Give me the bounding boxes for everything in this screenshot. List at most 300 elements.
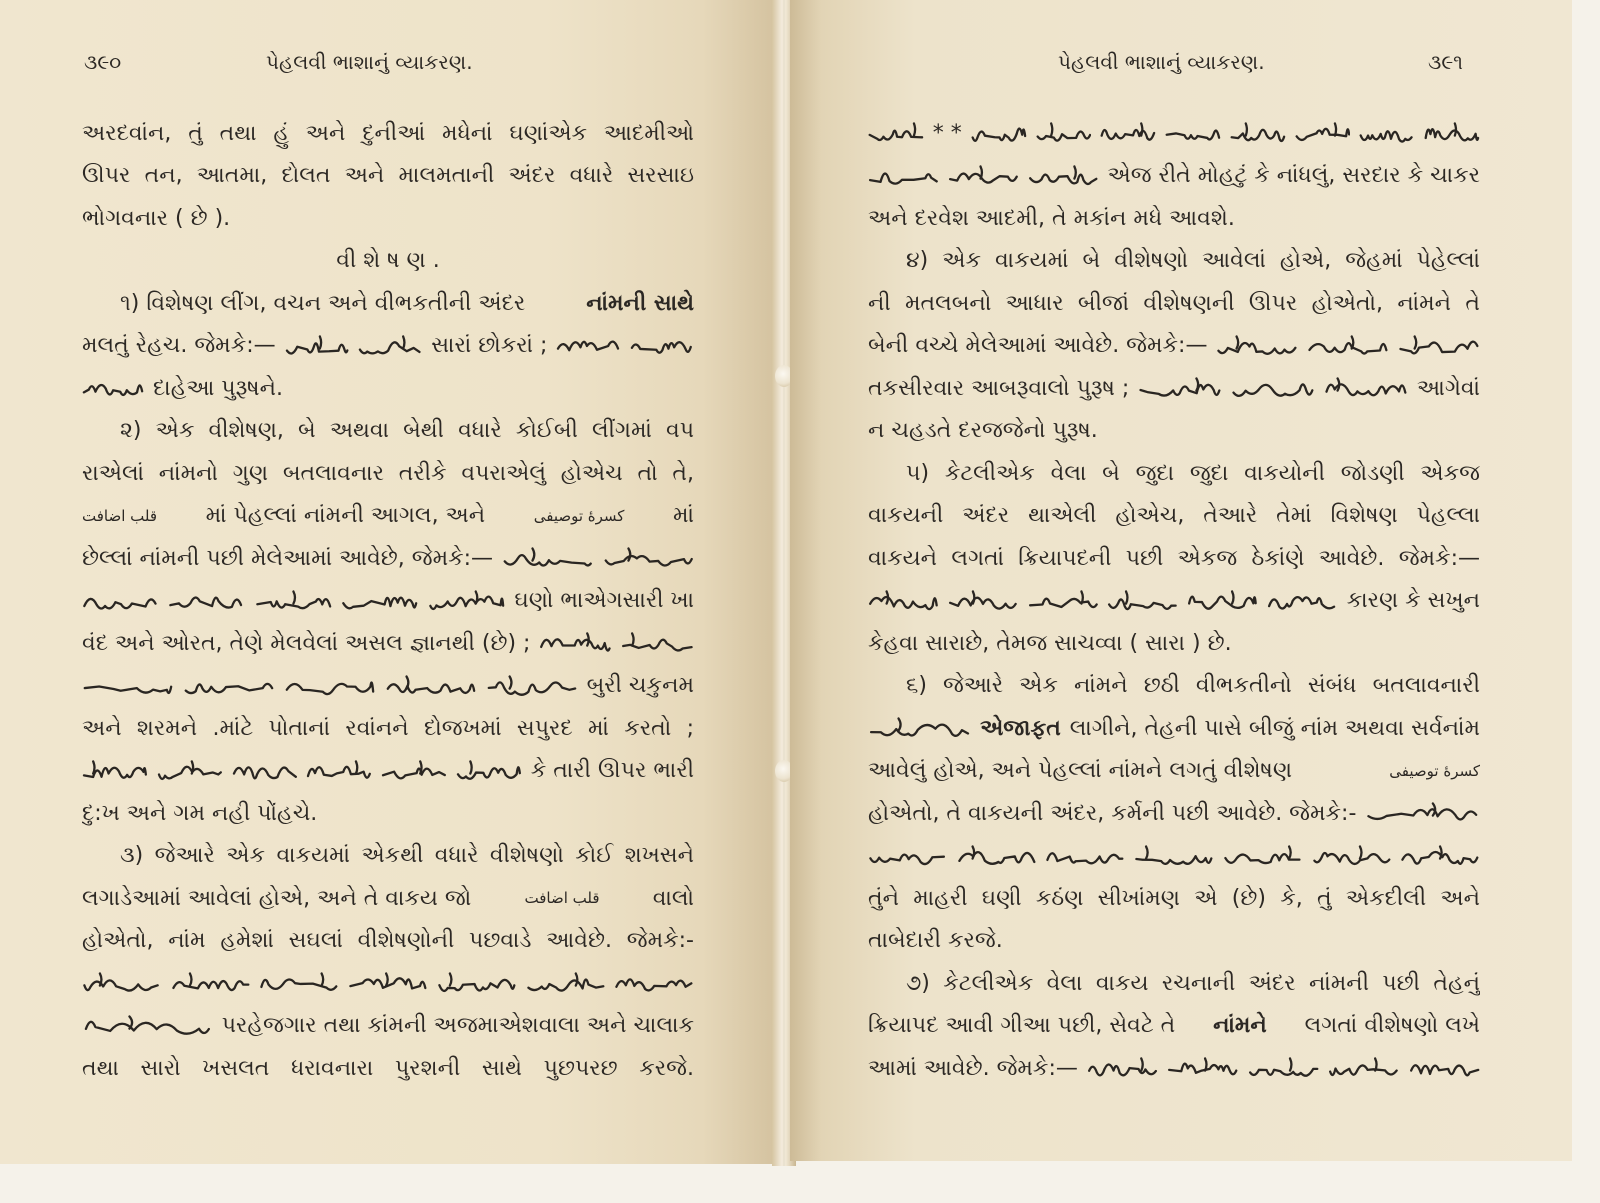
pahlavi-stroke — [533, 549, 535, 561]
text-run: હોએતો, નાંમ હમેશાં સઘલાં વીશેષણોની પછવાડે આવેછે. જેમકે:- — [82, 928, 694, 954]
pahlavi-word — [381, 758, 447, 784]
text-run: અરદવાંન, તું તથા હું અને દુનીઆં મધેનાં ઘણાંએક આદમીઓ — [82, 120, 694, 146]
pahlavi-stroke — [870, 597, 937, 609]
text-line — [868, 1005, 1480, 1048]
pahlavi-stroke — [871, 725, 968, 736]
pahlavi-stroke — [542, 640, 610, 651]
pahlavi-word-glyphs — [1167, 1055, 1238, 1081]
text-line — [868, 877, 1480, 920]
pahlavi-word-glyphs — [948, 163, 1019, 189]
text-line — [868, 155, 1480, 198]
text-run: ૬) જેઆરે એક નાંમને છઠી વીભકતીનો સંબંધ બતલાવનારી — [906, 673, 1480, 699]
pahlavi-word-glyphs — [539, 630, 612, 656]
text-run: માં પેહલ્લાં નાંમની આગલ, અને — [205, 503, 486, 529]
pahlavi-stroke — [234, 767, 296, 778]
paragraph — [868, 452, 1480, 665]
pahlavi-word-glyphs — [82, 375, 144, 401]
pahlavi-word — [948, 163, 1019, 189]
pahlavi-word — [171, 970, 251, 996]
pahlavi-word — [168, 588, 245, 614]
pahlavi-word-glyphs — [1307, 333, 1389, 359]
pahlavi-stroke — [1375, 1059, 1376, 1071]
text-run: આમાં આવેછે. જેમકે:— — [868, 1055, 1078, 1081]
pahlavi-stroke — [959, 852, 1034, 864]
pahlavi-stroke — [190, 974, 192, 986]
pahlavi-stroke — [1269, 597, 1334, 608]
text-run: કારણ કે સખુન — [1346, 588, 1480, 614]
text-run: * * — [932, 120, 962, 146]
pahlavi-stroke — [870, 854, 944, 863]
pahlavi-word-glyphs — [1267, 588, 1338, 614]
pahlavi-stroke — [403, 336, 404, 348]
pahlavi-stroke — [980, 166, 981, 178]
paragraph — [868, 962, 1480, 1090]
pahlavi-word-glyphs — [1187, 588, 1258, 614]
pahlavi-word-glyphs — [603, 545, 694, 571]
pahlavi-word — [358, 333, 422, 359]
text-run: પરહેજગાર તથા કાંમની અજમાએશવાલા અને ચાલાક — [221, 1013, 694, 1039]
pahlavi-word-glyphs — [82, 758, 148, 784]
pahlavi-word-glyphs — [82, 1013, 213, 1039]
pahlavi-word — [1398, 333, 1480, 359]
text-run: વાકયની અંદર થાએલી હોએચ, તેઆરે તેમાં વિશેષણ પેહલ્લા — [868, 503, 1480, 529]
pahlavi-stroke — [84, 981, 157, 991]
pahlavi-word-glyphs — [1028, 588, 1099, 614]
pahlavi-word-glyphs — [1028, 163, 1099, 189]
text-line — [82, 410, 694, 453]
text-run: ઘણો ભાએગસારી ખા — [514, 588, 694, 614]
text-line — [868, 112, 1480, 155]
text-line — [868, 962, 1480, 1005]
pahlavi-word-glyphs — [1138, 375, 1222, 401]
pahlavi-stroke — [84, 599, 155, 609]
text-run: તકસીરવાર આબરૂવાલો પુરૂષ ; — [868, 375, 1130, 401]
pahlavi-word — [1324, 375, 1408, 401]
pahlavi-word — [341, 588, 418, 614]
pahlavi-word — [1307, 333, 1389, 359]
pahlavi-word-glyphs — [1087, 1055, 1158, 1081]
pahlavi-word-glyphs — [157, 758, 223, 784]
pahlavi-word-glyphs — [82, 588, 159, 614]
pahlavi-stroke — [86, 1022, 209, 1034]
pahlavi-stroke — [1290, 1059, 1291, 1071]
paragraph — [868, 665, 1480, 963]
pahlavi-stroke — [388, 684, 474, 693]
pahlavi-stroke — [632, 634, 633, 646]
pahlavi-word — [868, 588, 939, 614]
pahlavi-word — [621, 630, 694, 656]
pahlavi-word — [82, 673, 174, 699]
text-line — [82, 877, 694, 920]
pahlavi-stroke — [1141, 1059, 1142, 1071]
text-line — [868, 282, 1480, 325]
text-run: ન ચહડતે દરજજેનો પુરૂષ. — [868, 418, 1098, 444]
pahlavi-word — [306, 758, 372, 784]
text-line — [82, 1005, 694, 1048]
pahlavi-stroke — [1360, 846, 1362, 858]
text-line — [82, 707, 694, 750]
pahlavi-word — [603, 545, 694, 571]
pahlavi-stroke — [293, 591, 295, 603]
pahlavi-stroke — [1081, 591, 1082, 603]
pahlavi-word — [1295, 120, 1351, 146]
pahlavi-stroke — [1074, 166, 1075, 178]
text-run: મલતું રેહચ. જેમકે:— — [82, 333, 276, 359]
text-run: છેલ્લાં નાંમની પછી મેલેઆમાં આવેછે, જેમકે:— — [82, 545, 494, 571]
running-head: પેહલવી ભાશાનું વ્યાકરણ. — [1058, 50, 1265, 74]
pahlavi-word — [82, 758, 148, 784]
text-run: માં — [673, 503, 694, 529]
pahlavi-stroke — [505, 555, 591, 565]
pahlavi-stroke — [1330, 1066, 1396, 1076]
pahlavi-word — [630, 333, 694, 359]
pahlavi-word — [1134, 843, 1214, 869]
pahlavi-word-glyphs — [437, 970, 517, 996]
text-line — [82, 325, 694, 368]
text-run: ક્રિયાપદ આવી ગીઆ પછી, સેવટે તે — [868, 1013, 1176, 1039]
pahlavi-stroke — [1126, 591, 1127, 603]
pahlavi-word — [1036, 120, 1092, 146]
pahlavi-word — [1400, 843, 1480, 869]
pahlavi-word-glyphs — [306, 758, 372, 784]
pahlavi-stroke — [476, 591, 478, 603]
text-line — [82, 197, 694, 240]
pahlavi-word-glyphs — [1359, 120, 1415, 146]
binding-thread — [783, 0, 785, 1166]
text-run: દાહેઆ પુરૂષને. — [153, 375, 283, 401]
pahlavi-word-glyphs — [630, 333, 694, 359]
text-column — [868, 112, 1480, 1090]
pahlavi-word — [1045, 843, 1125, 869]
bold-text-run: એજાફત — [980, 715, 1061, 741]
text-line — [868, 537, 1480, 580]
pahlavi-stroke — [632, 342, 691, 352]
paragraph — [82, 282, 694, 410]
text-run: આગેવાં — [1416, 375, 1480, 401]
pahlavi-stroke — [558, 341, 618, 350]
pahlavi-word-glyphs — [171, 970, 251, 996]
pahlavi-stroke — [972, 846, 974, 858]
text-line — [868, 410, 1480, 453]
pahlavi-word — [502, 545, 593, 571]
pahlavi-word — [1359, 120, 1415, 146]
text-run: ૩) જેઆરે એક વાકયમાં એકથી વધારે વીશેષણો કોઈ શખસને — [120, 843, 694, 869]
pahlavi-stroke — [356, 761, 357, 773]
pahlavi-stroke — [950, 597, 1016, 608]
persian-term: قلب اضافت — [82, 506, 158, 525]
pahlavi-stroke — [1361, 132, 1412, 142]
pahlavi-word-glyphs — [1231, 375, 1315, 401]
pahlavi-word-glyphs — [1100, 120, 1156, 146]
pahlavi-word-glyphs — [1248, 1055, 1319, 1081]
pahlavi-word-glyphs — [957, 843, 1037, 869]
pahlavi-word-glyphs — [1134, 843, 1214, 869]
pahlavi-stroke — [1232, 591, 1233, 603]
pahlavi-word — [868, 163, 939, 189]
pahlavi-word-glyphs — [255, 588, 332, 614]
pahlavi-word — [868, 843, 948, 869]
pahlavi-word — [486, 673, 578, 699]
pahlavi-stroke — [1089, 1065, 1156, 1076]
pahlavi-word-glyphs — [341, 588, 418, 614]
pahlavi-word — [1248, 1055, 1319, 1081]
pahlavi-stroke — [605, 556, 691, 565]
right-page — [790, 0, 1572, 1161]
pahlavi-stroke — [458, 767, 520, 779]
pahlavi-word — [1409, 1055, 1480, 1081]
pahlavi-word — [284, 673, 376, 699]
pahlavi-stroke — [1232, 130, 1284, 141]
pahlavi-stroke — [1141, 385, 1220, 396]
pahlavi-word — [614, 970, 694, 996]
pahlavi-stroke — [386, 974, 388, 986]
pahlavi-stroke — [287, 682, 373, 694]
pahlavi-word — [1028, 163, 1099, 189]
text-run: લગાડેઆમાં આવેલાં હોએ, અને તે વાકય જો — [82, 885, 472, 911]
pahlavi-word-glyphs — [868, 715, 971, 741]
text-run: એજ રીતે મોહટું કે નાંધલું, સરદાર કે ચાકર — [1107, 163, 1480, 189]
text-run: બુરી ચકુનમ — [586, 673, 694, 699]
pahlavi-word-glyphs — [1295, 120, 1351, 146]
text-line — [82, 622, 694, 665]
pahlavi-word-glyphs — [1312, 843, 1392, 869]
page-number: ૩૯૧ — [1428, 50, 1463, 74]
pahlavi-word — [1328, 1055, 1399, 1081]
pahlavi-stroke — [406, 676, 408, 688]
bold-text-run: નાંમની સાથે — [586, 290, 694, 316]
pahlavi-word-glyphs — [868, 588, 939, 614]
left-page — [0, 0, 780, 1164]
text-run: વાલો — [652, 885, 694, 911]
pahlavi-word-glyphs — [1045, 843, 1125, 869]
text-line — [868, 665, 1480, 708]
pahlavi-word — [1424, 120, 1480, 146]
pahlavi-stroke — [129, 1016, 132, 1028]
pahlavi-word-glyphs — [486, 673, 578, 699]
pahlavi-word-glyphs — [971, 120, 1027, 146]
pahlavi-word — [556, 333, 620, 359]
pahlavi-stroke — [319, 336, 320, 348]
text-line — [82, 835, 694, 878]
pahlavi-stroke — [1314, 853, 1389, 864]
pahlavi-stroke — [528, 980, 603, 991]
pahlavi-word — [82, 375, 144, 401]
pahlavi-word-glyphs — [285, 333, 349, 359]
pahlavi-stroke — [1051, 124, 1052, 136]
pahlavi-word-glyphs — [1328, 1055, 1399, 1081]
pahlavi-stroke — [870, 173, 937, 183]
text-line — [82, 155, 694, 198]
pahlavi-word-glyphs — [526, 970, 606, 996]
text-run: લગતાં વીશેષણો લખે — [1304, 1013, 1480, 1039]
pahlavi-stroke — [488, 682, 574, 694]
pahlavi-word-glyphs — [1398, 333, 1480, 359]
pahlavi-stroke — [84, 385, 142, 395]
pahlavi-stroke — [1415, 336, 1417, 348]
pahlavi-stroke — [186, 684, 272, 693]
pahlavi-word — [259, 970, 339, 996]
pahlavi-stroke — [1167, 131, 1219, 140]
pahlavi-stroke — [1401, 341, 1478, 353]
pahlavi-word — [1187, 588, 1258, 614]
text-line — [82, 452, 694, 495]
pahlavi-stroke — [509, 676, 511, 688]
pahlavi-stroke — [1246, 124, 1247, 136]
pahlavi-word — [157, 758, 223, 784]
pahlavi-word-glyphs — [385, 673, 477, 699]
pahlavi-stroke — [430, 596, 503, 608]
pahlavi-word — [868, 715, 971, 741]
paragraph — [868, 112, 1480, 240]
text-run: ૫) કેટલીએક વેલા બે જુદા જુદા વાકયોની જોડણી એકજ — [906, 460, 1480, 486]
pahlavi-stroke — [344, 597, 417, 608]
pahlavi-stroke — [171, 597, 242, 607]
text-line — [82, 750, 694, 793]
text-run: સારાં છોકરાં ; — [431, 333, 548, 359]
pahlavi-word-glyphs — [556, 333, 620, 359]
pahlavi-word-glyphs — [232, 758, 298, 784]
pahlavi-word-glyphs — [1165, 120, 1221, 146]
persian-term: کسرهٔ توصیفی — [533, 506, 625, 525]
pahlavi-stroke — [1234, 385, 1313, 396]
text-run: આવેલું હોએ, અને પેહલ્લાં નાંમને લગતું વીશેષણ — [868, 758, 1293, 784]
text-line — [868, 452, 1480, 495]
pahlavi-word-glyphs — [1324, 375, 1408, 401]
text-line — [82, 537, 694, 580]
pahlavi-stroke — [1426, 129, 1478, 140]
text-run: તથા સારો ખસલત ધરાવનારા પુરશની સાથે પુછપરછ કરજે. — [82, 1055, 694, 1081]
pahlavi-word-glyphs — [1223, 843, 1303, 869]
pahlavi-word — [1223, 843, 1303, 869]
text-line — [82, 792, 694, 835]
pahlavi-word-glyphs — [1216, 333, 1298, 359]
pahlavi-stroke — [1352, 336, 1354, 348]
pahlavi-stroke — [1440, 846, 1442, 858]
text-line — [868, 707, 1480, 750]
text-line — [868, 920, 1480, 963]
pahlavi-stroke — [1102, 130, 1154, 140]
pahlavi-word-glyphs — [502, 545, 593, 571]
pahlavi-word — [255, 588, 332, 614]
text-column — [82, 112, 694, 1090]
pahlavi-word — [1087, 1055, 1158, 1081]
text-run: ની મતલબનો આધાર બીજાં વીશેષણની ઊપર હોએતો, નાંમને તે — [868, 290, 1480, 316]
text-line — [82, 367, 694, 410]
pahlavi-word-glyphs — [82, 970, 162, 996]
text-run: અને શરમને .માંટે પોતાનાં રવાંનને દોજખમાં સપુરદ માં કરતો ; — [82, 715, 694, 741]
pahlavi-word — [1165, 120, 1221, 146]
pahlavi-stroke — [262, 980, 337, 990]
text-run: દુ:ખ અને ગમ નહી પોંહચે. — [82, 800, 318, 826]
pahlavi-word — [348, 970, 428, 996]
pahlavi-word-glyphs — [1365, 800, 1480, 826]
paragraph — [868, 240, 1480, 453]
pahlavi-word-glyphs — [259, 970, 339, 996]
text-run: ઊપર તન, આતમા, દોલત અને માલમતાની અંદર વધારે સરસાઇ — [82, 163, 694, 189]
pahlavi-word-glyphs — [868, 843, 948, 869]
pahlavi-word — [428, 588, 505, 614]
pahlavi-stroke — [1146, 846, 1148, 858]
text-line — [868, 197, 1480, 240]
pahlavi-stroke — [914, 124, 915, 136]
bold-text-run: નાંમને — [1213, 1013, 1267, 1039]
pahlavi-word — [1231, 375, 1315, 401]
pahlavi-stroke — [173, 981, 248, 990]
text-run: હોએતો, તે વાકયની અંદર, કર્મની પછી આવેછે. જેમકે:- — [868, 800, 1357, 826]
text-run: વંદ અને ઓરત, તેણે મેલવેલાં અસલ જ્ઞાનથી (છે) ; — [82, 630, 531, 656]
pahlavi-stroke — [1189, 596, 1256, 608]
text-line — [82, 580, 694, 623]
pahlavi-word-glyphs — [1107, 588, 1178, 614]
pahlavi-stroke — [899, 719, 901, 731]
pahlavi-word — [82, 970, 162, 996]
pahlavi-stroke — [1250, 1069, 1317, 1076]
pahlavi-word-glyphs — [621, 630, 694, 656]
pahlavi-stroke — [973, 591, 974, 603]
text-line — [868, 495, 1480, 538]
pahlavi-word — [437, 970, 517, 996]
text-run: તુંને માહરી ઘણી કઠંણ સીખાંમણ એ (છે) કે, તું એકદીલી અને — [868, 885, 1480, 911]
pahlavi-word-glyphs — [82, 673, 174, 699]
text-line — [868, 240, 1480, 283]
pahlavi-stroke — [1369, 810, 1477, 820]
pahlavi-word-glyphs — [381, 758, 447, 784]
pahlavi-word — [1028, 588, 1099, 614]
text-run: અને દરવેશ આદમી, તે મકાંન મધે આવશે. — [868, 205, 1235, 231]
text-run: કેહવા સારાછે, તેમજ સાચવ્વા ( સારા ) છે. — [868, 630, 1232, 656]
text-line — [868, 580, 1480, 623]
pahlavi-stroke — [100, 974, 102, 986]
persian-term: کسرهٔ توصیفی — [1389, 761, 1480, 780]
pahlavi-word-glyphs — [614, 970, 694, 996]
text-run: તાબેદારી કરજે. — [868, 928, 1003, 954]
text-run: બેની વચ્ચે મેલેઆમાં આવેછે. જેમકે:— — [868, 333, 1208, 359]
text-line — [868, 325, 1480, 368]
pahlavi-word — [385, 673, 477, 699]
pahlavi-stroke — [1109, 599, 1176, 609]
pahlavi-word-glyphs — [428, 588, 505, 614]
pahlavi-stroke — [1037, 132, 1089, 141]
pahlavi-word — [1138, 375, 1222, 401]
pahlavi-stroke — [159, 767, 221, 779]
text-line — [82, 665, 694, 708]
pahlavi-stroke — [1411, 1066, 1478, 1076]
pahlavi-stroke — [1030, 598, 1097, 606]
text-run: ૧) વિશેષણ લીંગ, વચન અને વીભકતીની અંદર — [120, 290, 526, 316]
pahlavi-stroke — [617, 980, 692, 991]
pahlavi-stroke — [1310, 343, 1387, 353]
pahlavi-word — [1230, 120, 1286, 146]
text-line — [82, 920, 694, 963]
pahlavi-word-glyphs — [868, 120, 924, 146]
running-head: પેહલવી ભાશાનું વ્યાકરણ. — [266, 50, 473, 74]
pahlavi-stroke — [1296, 129, 1348, 140]
pahlavi-word — [1107, 588, 1178, 614]
paragraph — [82, 410, 694, 835]
pahlavi-stroke — [628, 549, 630, 561]
text-line — [868, 792, 1480, 835]
pahlavi-stroke — [1335, 124, 1336, 136]
pahlavi-word — [526, 970, 606, 996]
pahlavi-word-glyphs — [948, 588, 1019, 614]
pahlavi-stroke — [1237, 336, 1239, 348]
text-run: વાકયને લગતાં ક્રિયાપદની પછી એકજ ઠેકાંણે આવેછે. જેમકે:— — [868, 545, 1480, 571]
paragraph — [82, 112, 694, 240]
pahlavi-word — [232, 758, 298, 784]
pahlavi-word — [1100, 120, 1156, 146]
pahlavi-word-glyphs — [1230, 120, 1286, 146]
pahlavi-word-glyphs — [456, 758, 522, 784]
